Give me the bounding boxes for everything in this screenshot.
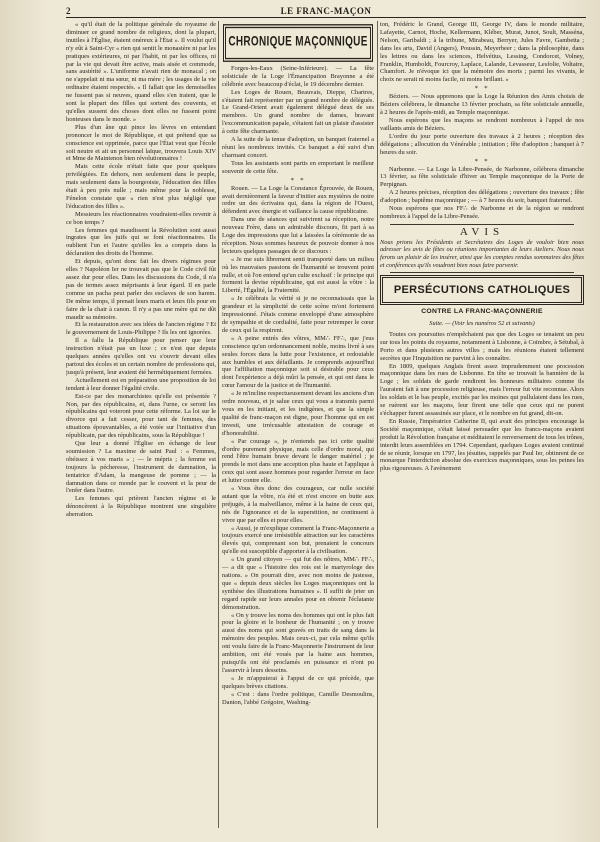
paragraph: Et la restauration avec ses idées de l'ancien régime ? Et le gouvernement de Louis-Philippe ? Ils les ont ignorées. — [66, 321, 216, 337]
section-heading-persecutions: PERSÉCUTIONS CATHOLIQUES — [382, 277, 582, 303]
paragraph: « On y trouve les noms des hommes qui ont le plus fait pour la gloire et le bonheur de l'humanité ; on y trouve aussi des noms qui sont gravés en traits de sang dans la mémoire des peuples. Mais ceux-ci, par cela même qu'ils ont voulu faire de la Franc-Maçonnerie l'instrument de leur ambition, ont été voués par la haine aux hommes, puisqu'ils ont été proclamés en puissance et n'ont pu l'asservir à leurs desseins. — [222, 611, 374, 674]
paragraph: Rouen. — La Loge la Constance Éprouvée, de Rouen, avait dernièrement la faveur d'initier aux mystères de notre ordre un des écrivains qui, dans la région de l'Ouest, défendent avec énergie et vaillance la cause républicaine. — [222, 184, 374, 216]
notice-text: Nous prions les Présidents et Secrétaires des Loges de vouloir bien nous adresser les avis de fêtes ou réunions importantes de leurs Ateliers. Nous nous ferons un plaisir de les insérer, ainsi que les comptes rendus sommaires des fêtes et conférences qu'ils voudront bien nous faire parvenir. — [380, 238, 584, 269]
paragraph: Mais cette école n'était faite que pour quelques privilégiées. En dehors, non seulement dans le peuple, mais seulement dans la bourgeoisie, l'éducation des filles était à peu près nulle ; mais même pour la noblesse, Fénelon constate que « rien n'est plus négligé que l'éducation des filles ». — [66, 163, 216, 210]
paragraph: « Je me suis librement senti transporté dans un milieu où les mauvaises passions de l'humanité se trouvent point nulle, et où l'on entend qu'un culte exclusif : le principe qui forment la devise républicaine, qui est aussi la vôtre : la Liberté, l'Égalité, la Fraternité. — [222, 255, 374, 295]
newspaper-title: LE FRANC-MAÇON — [280, 6, 372, 16]
column-1 — [66, 21, 216, 828]
paragraph: Est-ce par des monarchistes qu'elle est présentée ? Non, par des républicains, et, dans l'urne, ce seront les républicains qui voteront pour cette réforme. La loi sur le divorce qui a fait cesser, pour tant de femmes, des situations épouvantables, a été votée sur l'initiative d'un républicain, par des républicains, sous la République ! — [66, 392, 216, 440]
page-number: 2 — [66, 6, 71, 16]
paragraph: « C'est : dans l'ordre politique, Camille Desmoulins, Danton, l'abbé Grégoire, Washing- — [222, 690, 374, 706]
paragraph: « Je célébrais la vérité si je ne reconnaissais que la grandeur et la simplicité de cette scène m'ont fortement impressionné. J'étais comme enveloppé d'une atmosphère de sympathie et de cordialité, faite pour retremper le cœur de ceux qui la respirent. — [222, 295, 374, 334]
paragraph: Dans une de séances qui suivirent sa réception, notre nouveau Frère, dans un admirable discours, fit part à sa Loge des impressions que lui a laissées la cérémonie de sa réception. Nous sommes heureux de pouvoir donner à nos lecteurs quelques passages de ce discours : — [222, 216, 374, 255]
paragraph: Les Loges de Rouen, Beauvais, Dieppe, Chartres, s'étaient fait représenter par un grand nombre de délégués. Le Grand-Orient avait également délégué deux de ses membres. Un grand nombre de dames, bravant l'excommunication papale, s'étaient fait un plaisir d'assister à cette fête charmante. — [222, 88, 374, 136]
paragraph: L'ordre du jour porte ouverture des travaux à 2 heures ; réception des délégations ; allocution du Vénérable ; initiation ; fête d'adoption ; banquet à 7 heures du soir. — [380, 132, 584, 156]
paragraph: Narbonne. — La Loge la Libre-Pensée, de Narbonne, célébrera dimanche 13 février, sa fête solsticiale d'hiver au Temple maçonnique de la Porte de Perpignan. — [380, 165, 584, 189]
column-divider — [377, 21, 378, 828]
continuation-note: Suite. — (Voir les numéros 52 et suivants) — [429, 320, 535, 328]
paragraph: Actuellement est en préparation une proposition de loi tendant à leur donner l'égalité civile. — [66, 376, 216, 392]
paragraph: A la suite de la tenue d'adoption, un banquet fraternel a réuni les nombreux invités. Ce banquet a été suivi d'un charmant concert. — [222, 136, 374, 159]
paragraph: « Aussi, je m'explique comment la Franc-Maçonnerie a toujours exercé une irrésistible attraction sur les caractères élevés qui, comprenant son but, prenaient le concours qu'elle est susceptible d'apporter à la civilisation. — [222, 524, 374, 556]
paragraph: En Russie, l'impératrice Catherine II, qui avait des principes encourage la Société maçonnique, s'était laissé persuader que les francs-maçons avaient produit la Révolution française et méditaient le renversement de tous les trônes, interdit leurs assemblées en 1794. Cependant, quelques Loges avaient continué de se réunir, lorsque en 1797, les jésuites, rappelés par Paul Ier, obtinrent de ce monarque l'interdiction absolue des exercices maçonniques, sous les peines les plus rigoureuses. A l'avènement — [380, 417, 584, 473]
notice-heading: AVIS — [459, 225, 505, 238]
paragraph: « Vous êtes donc des courageux, car nulle société autant que la vôtre, n'a été et n'est encore en butte aux préjugés, à la malveillance, même à la haine de ceux qui, nés de l'ignorance et de la superstition, ne continuent à vivre que par elles et pour elles. — [222, 485, 374, 524]
separator-stars: ∗ ∗ — [290, 176, 306, 183]
paragraph: Nous espérons que nos FF∴ de Narbonne et de la région se rendront nombreux à l'appel de la Libre-Pensée. — [380, 205, 584, 220]
paragraph: Béziers. — Nous apprenons que la Loge la Réunion des Amis choisis de Béziers célébrera, le dimanche 13 février prochain, sa fête solsticiale annuelle, à 2 heures de l'après-midi, au Temple maçonnique. — [380, 93, 584, 117]
column-divider — [218, 21, 219, 828]
separator-stars: ∗ ∗ — [474, 157, 490, 164]
paragraph: En 1809, quelques Anglais firent assez imprudemment une procession maçonnique dans les rues de Lisbonne. En tête se trouvait la bannière de la Loge ; les soldats de garde rendirent les honneurs militaires comme ils l'auraient fait à une procession religieuse, mais l'erreur fut vite reconnue. Alors les soldats et le bas peuple, excités par les moines qui pullulaient dans les rues, se ruèrent sur les maçons, leur firent une telle que ceux qui ne purent s'échapper furent assassinés sur place, et le nombre en fut grand, dit-on. — [380, 362, 584, 417]
paragraph: A 2 heures précises, réception des délégations ; ouverture des travaux ; fête d'adoption ; baptême maçonnique ; — à 7 heures du soir, banquet fraternel. — [380, 189, 584, 205]
paragraph: Toutes ces poursuites n'empêchaient pas que des Loges se tenaient un peu sur tous les points du royaume, notamment à Lisbonne, à Coïmbre, à Sétubal, à Porto et dans plusieurs autres villes ; mais les réunions étaient tellement secrètes que l'Inquisition ne parvint à les connaître. — [380, 330, 584, 362]
section-heading-chronique: CHRONIQUE MAÇONNIQUE — [225, 27, 371, 59]
paragraph: Les femmes qui prièrent l'ancien régime et le dénoncèrent à la République montrent une singulière aberration. — [66, 495, 216, 519]
paragraph: Nous espérons que les maçons se rendront nombreux à l'appel de nos vaillants amis de Béziers. — [380, 116, 584, 132]
paragraph: Tous les assistants sont partis en emportant le meilleur souvenir de cette fête. — [222, 159, 374, 175]
paragraph: ton, Frédéric le Grand, George III, George IV, dans le monde militaire, Lafayette, Carnot, Hoche, Kellermann, Kléber, Murat, Junot, Soult, Masséna, Nelson, Garibaldi ; à la tribune, Mirabeau, Berryer, Jules Favre, Gambetta ; dans les arts, David (Angers), Poussin, Meyerbeer ; dans la philosophie, dans les lettres ou dans les sciences, Helvétius, Lessing, Condorcet, Volney, Franklin, Humboldt, Fourcroy, Laplace, Lalande, Levasseur, Lesfolie, Voltaire, Chamfort. Je n'évoque ici que la mémoire des morts ; parmi les vivants, le choix ne serait ni moins facile, ni moins brillant. » — [380, 21, 584, 84]
paragraph: « qu'il était de la politique générale du royaume de diminuer ce grand nombre de religieux, dont la plupart, inutiles à l'Église, étaient onéreux à l'État ». Il voulut qu'il n'y eût à Saint-Cyr « rien qui sentit le monastère ni par les pratiques extérieures, ni par l'habit, ni par les offices, ni par la vie qui devait être active, mais aisée et commode, sans austérité ». L'uniforme n'avait rien de monacal ; on ne s'appelait ni ma sœur, ni ma mère ; les usages de la vie ordinaire étaient respectés. « Il fallait que les demoiselles ne fussent pas si neuves, quand elles s'en iraient, que le sont la plupart des filles qui sortent des couvents, et qu'elles sussent des choses dont elles ne fussent point honteuses dans le monde. » — [66, 21, 216, 123]
separator-stars: ∗ ∗ — [474, 85, 490, 92]
paragraph: « Par courage », je n'entends pas ici cette qualité d'ordre purement physique, mais celle d'ordre moral, qui rend l'être humain brave devant le danger matériel ; je prends le mot dans une acception plus haute et l'applique à ceux qui sont assez hommes pour regarder l'erreur en face et lutter contre elle. — [222, 437, 374, 485]
paragraph: Que leur a donné l'Église en échange de leur soumission ? La maxime de saint Paul : « Femmes, obéissez à vos maris » ; — le mépris ; la femme est toujours la pécheresse, l'instrument de damnation, la tentatrice d'Adam, la mangeuse de pomme ; — la damnation dans ce monde par le couvent et la peur de l'enfer dans l'autre. — [66, 440, 216, 495]
column-2 — [222, 21, 374, 828]
paragraph: « Un grand citoyen — qui fut des nôtres, MM∴ FF∴, — a dit que « l'histoire des rois est le martyrologe des nations. » On pourrait dire, avec non moins de justesse, que « depuis deux siècles les Loges maçonniques ont la synthèse des illustrations humaines ». Il suffit de jeter un regard rapide sur leurs annales pour en obtenir l'éclatante démonstration. — [222, 556, 374, 611]
paragraph: Messieurs les réactionnaires voudraient-elles revenir à ce bon temps ? — [66, 210, 216, 226]
divider — [390, 224, 574, 225]
paragraph: Les femmes qui maudissent la Révolution sont aussi ingrates que les juifs qui se font réactionnaires. Ils oublient l'un et l'autre qu'elles les a compris dans la déclaration des droits de l'homme. — [66, 226, 216, 258]
divider — [390, 272, 574, 273]
paragraph: Plus d'un âne qui pince les lèvres en entendant prononcer le mot de République, et qui prétend que sa conscience est opprimée, parce que l'État veut que l'école soit neutre et ait un personnel laïque, trouvera Louis XIV et Mme de Maintenon bien révolutionnaires ! — [66, 123, 216, 163]
paragraph: « A peine entrés des vôtres, MM∴ FF∴, que j'eus conscience qu'un ordonnancement noble, moins livré à ses seules forces dans la lutte pour l'existence, et redoutable aux humbles et aux défaillants. Je comprends aujourd'hui que l'affiliation maçonnique soit si désirable pour ceux dont l'expérience a déjà mûri la pensée, et qui ont dans le cœur l'amour de la justice et de l'humanité. — [222, 334, 374, 390]
paragraph: Et depuis, qu'ont donc fait les divers régimes pour elles ? Napoléon Ier ne trouvait pas que le Code civil fût assez dur pour elles. Dans les discussions du Code, il n'a pas de termes assez méprisants à leur égard. Il en parle comme un pacha peut parler des esclaves de son harem. De même temps, il prenait leurs maris et leurs fils pour en faire de la chair à canon. Il n'y a pas une mère qui ne dût maudir sa mémoire. — [66, 258, 216, 321]
paragraph: « Je m'incline respectueusement devant les anciens d'un ordre nouveau, et je salue ceux qui vous a transmis parmi vous en les initiant, et les indigènes, et que la simple qualité de franc-maçon est digne, pour l'homme qui en est investi, une irrécusable attestation de courage et d'honorabilité. — [222, 390, 374, 437]
paragraph: Forges-les-Eaux (Seine-Inférieure). — La fête solsticiale de la Loge l'Émancipation Brayonne a été célébrée avec beaucoup d'éclat, le 19 décembre dernier. — [222, 64, 374, 88]
column-3 — [380, 21, 584, 828]
header-rule — [66, 17, 586, 18]
paragraph: « Je m'appuierai à l'appui de ce qui précède, que quelques brèves citations. — [222, 674, 374, 690]
paragraph: Il a fallu la République pour penser que leur instruction n'était pas un luxe ; ce n'est que depuis quelques années qu'elles ont vu s'ouvrir devant elles partout des écoles et un certain nombre de professions qui, jusqu'à présent, leur avaient été hermétiquement fermées. — [66, 337, 216, 376]
section-subheading: CONTRE LA FRANC-MAÇONNERIE — [421, 308, 543, 316]
